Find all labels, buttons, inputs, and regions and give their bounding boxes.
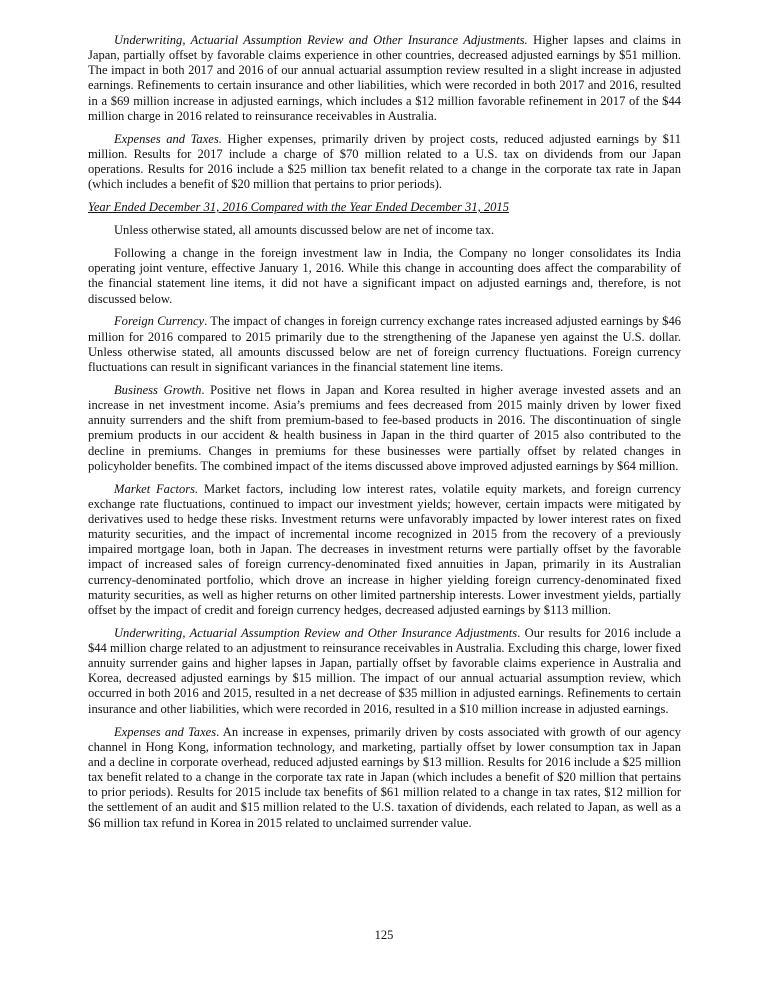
paragraph-foreign-currency xyxy=(88,314,681,375)
paragraph-lead: Market Factors. xyxy=(114,481,199,496)
paragraph-text: . Positive net flows in Japan and Korea resulted in higher average invested assets and an increase in net investment income. Asia’s premiums and fees decreased from 2015 mainly driven by lower fixed annuity surrenders and the shift from premium-based to fee-based products in 2016. The discontinuation of single premium products in our accident & health business in Japan in the third quarter of 2015 also contributed to the decline in premiums. Changes in premiums for these businesses were partially offset by related changes in policyholder benefits. The combined impact of the items discussed above improved adjusted earnings by $64 million. xyxy=(88,382,681,473)
paragraph-underwriting-2016 xyxy=(88,626,681,717)
paragraph-text: . The impact of changes in foreign currency exchange rates increased adjusted earnings by $46 million for 2016 compared to 2015 primarily due to the strengthening of the Japanese yen against the U.S. dollar. Unless otherwise stated, all amounts discussed below are net of foreign currency fluctuations. Foreign currency fluctuations can result in significant variances in the financial statement line items. xyxy=(88,314,682,374)
section-heading: Year Ended December 31, 2016 Compared with the Year Ended December 31, 2015 xyxy=(88,200,509,215)
document-body xyxy=(88,33,681,838)
paragraph-text: Unless otherwise stated, all amounts discussed below are net of income tax. xyxy=(114,223,495,238)
paragraph-business-growth xyxy=(88,383,681,474)
paragraph-market-factors xyxy=(88,482,681,618)
page-number: 125 xyxy=(374,928,394,942)
paragraph-text: Market factors, including low interest rates, volatile equity markets, and foreign currency exchange rate fluctuations, continued to impact our investment yields; however, certain impacts were mitigated by derivatives used to hedge these risks. Investment returns were unfavorably impacted by lower interest rates on fixed maturity securities, and the impact of incremental income recognized in 2015 from the recovery of a previously impaired mortgage loan, both in Japan. The decreases in investment returns were partially offset by the favorable impact of increased sales of foreign currency-denominated fixed annuities in Japan, primarily in its Australian currency-denominated portfolio, which drove an increase in higher yielding foreign currency-denominated fixed maturity securities, as well as higher returns on other limited partnership interests. Lower investment yields, partially offset by the impact of credit and foreign currency hedges, decreased adjusted earnings by $113 million. xyxy=(88,481,682,617)
paragraph-india xyxy=(88,246,681,307)
paragraph-lead: Foreign Currency xyxy=(114,314,205,329)
paragraph-lead: Expenses and Taxes xyxy=(114,724,217,739)
paragraph-text: Following a change in the foreign investment law in India, the Company no longer consolidates its India operating joint venture, effective January 1, 2016. While this change in accounting does affect the comparability of the financial statement line items, it did not have a significant impact on adjusted earnings and, therefore, is not discussed below. xyxy=(88,246,681,306)
paragraph-text: . An increase in expenses, primarily driven by costs associated with growth of our agency channel in Hong Kong, information technology, and marketing, partially offset by lower consumption tax in Japan and a decline in corporate overhead, reduced adjusted earnings by $13 million. Results for 2016 include a $25 million tax benefit related to a change in the corporate tax rate in Japan (which includes a benefit of $20 million that pertains to prior periods). Results for 2015 include tax benefits of $61 million related to a change in tax rates, $12 million for the settlement of an audit and $15 million related to the U.S. taxation of dividends, each related to Japan, as well as a $6 million tax refund in Korea in 2015 related to unclaimed surrender value. xyxy=(88,724,681,830)
paragraph-text: Higher lapses and claims in Japan, partially offset by favorable claims experience in other countries, decreased adjusted earnings by $51 million. The impact in both 2017 and 2016 of our annual actuarial assumption review resulted in a slight increase in adjusted earnings. Refinements to certain insurance and other liabilities, which were recorded in both 2017 and 2016, resulted in a $69 million increase in adjusted earnings, which includes a $12 million favorable refinement in 2017 of the $44 million charge in 2016 related to reinsurance receivables in Australia. xyxy=(88,33,681,123)
paragraph-lead: Underwriting, Actuarial Assumption Review and Other Insurance Adjustments. xyxy=(114,33,528,47)
paragraph-text: . Our results for 2016 include a $44 million charge related to an adjustment to reinsurance receivables in Australia. Excluding this charge, lower fixed annuity surrender gains and higher lapses in Japan, partially offset by favorable claims experience in Australia and Korea, decreased adjusted earnings by $15 million. The impact of our annual actuarial assumption review, which occurred in both 2016 and 2015, resulted in a net decrease of $35 million in adjusted earnings. Refinements to certain insurance and other liabilities, which were recorded in 2016, resulted in a $10 million increase in adjusted earnings. xyxy=(88,625,682,716)
paragraph-expenses-2016 xyxy=(88,725,681,831)
paragraph-underwriting-2017 xyxy=(88,33,681,124)
paragraph-lead: Expenses and Taxes. xyxy=(114,131,222,146)
paragraph-text: Higher expenses, primarily driven by project costs, reduced adjusted earnings by $11 million. Results for 2017 include a charge of $70 million related to a U.S. tax on dividends from our Japan operations. Results for 2016 include a $25 million tax benefit related to a change in the corporate tax rate in Japan (which includes a benefit of $20 million that pertains to prior periods). xyxy=(88,131,681,192)
paragraph-expenses-2017 xyxy=(88,132,681,193)
paragraph-lead: Underwriting, Actuarial Assumption Review and Other Insurance Adjustments xyxy=(114,625,518,640)
paragraph-lead: Business Growth xyxy=(114,382,202,397)
paragraph-net-of-tax xyxy=(88,223,681,238)
